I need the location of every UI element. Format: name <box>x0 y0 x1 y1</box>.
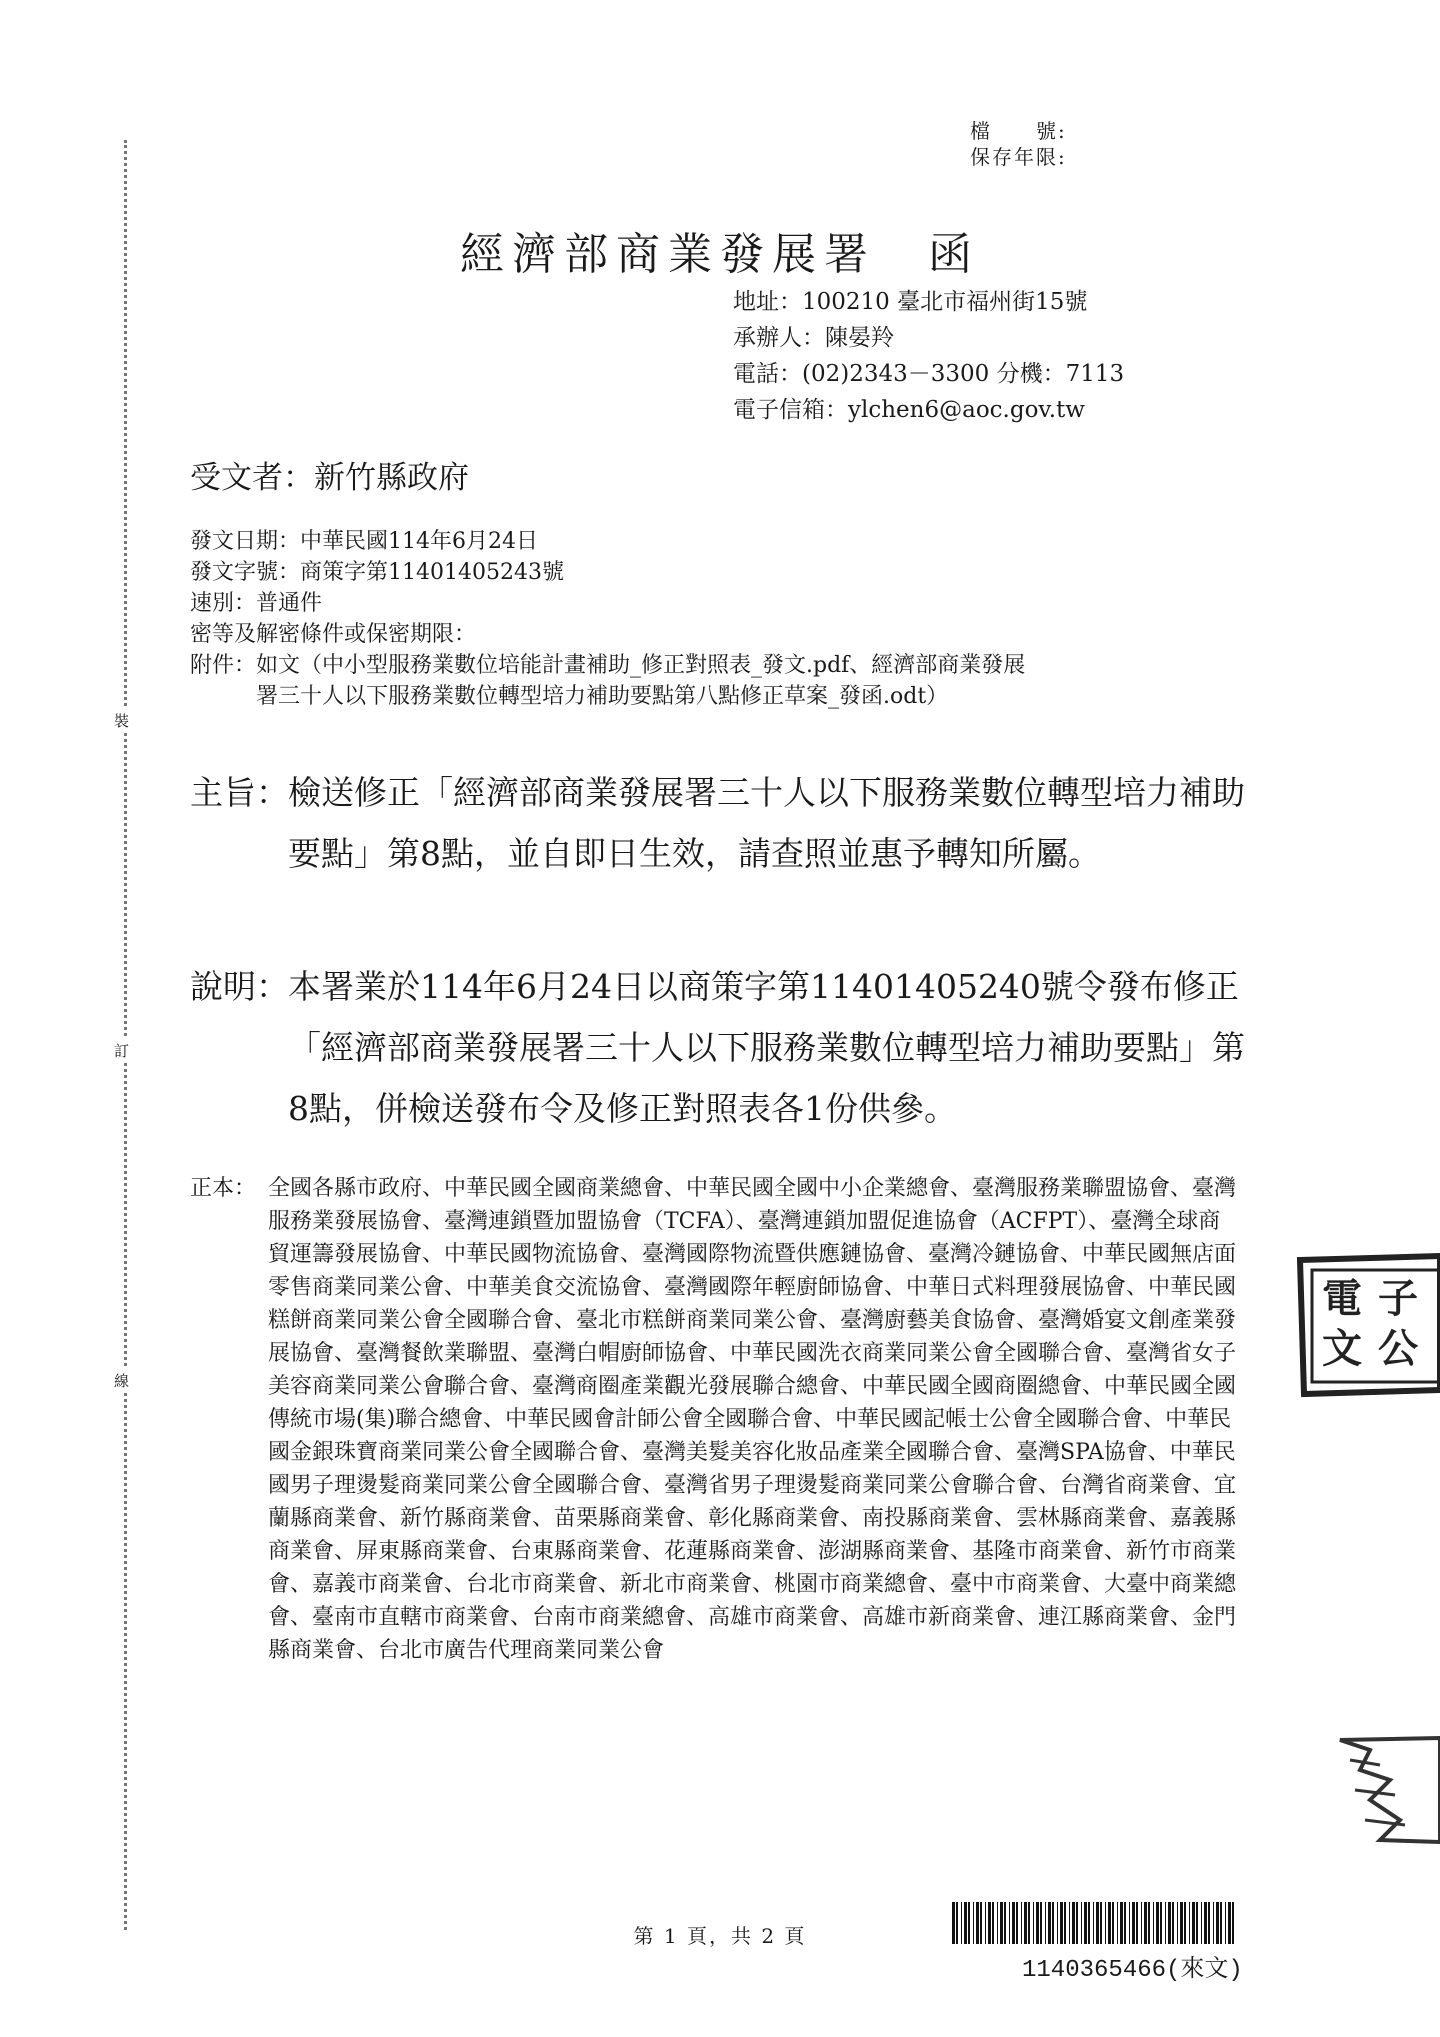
security-level: 密等及解密條件或保密期限： <box>190 622 477 647</box>
copies-text: 全國各縣市政府、中華民國全國商業總會、中華民國全國中小企業總會、臺灣服務業聯盟協會、臺灣服務業發展協會、臺灣連鎖暨加盟協會（TCFA）、臺灣連鎖加盟促進協會（ACFPT）、臺灣全球商貿運籌發展協會、中華民國物流協會、臺灣國際物流暨供應鏈協會、臺灣冷鏈協會、中華民國無店面零售商業同業公會、中華美食交流協會、臺灣國際年輕廚師協會、中華日式料理發展協會、中華民國糕餅商業同業公會全國聯合會、臺北市糕餅商業同業公會、臺灣廚藝美食協會、臺灣婚宴文創產業發展協會、臺灣餐飲業聯盟、臺灣白帽廚師協會、中華民國洗衣商業同業公會全國聯合會、臺灣省女子美容商業同業公會聯合會、臺灣商圈產業觀光發展聯合總會、中華民國全國商圈總會、中華民國全國傳統市場(集)聯合總會、中華民國會計師公會全國聯合會、中華民國記帳士公會全國聯合會、中華民國金銀珠寶商業同業公會全國聯合會、臺灣美髮美容化妝品產業全國聯合會、臺灣SPA協會、中華民國男子理燙髮商業同業公會全國聯合會、臺灣省男子理燙髮商業同業公會聯合會、台灣省商業會、宜蘭縣商業會、新竹縣商業會、苗栗縣商業會、彰化縣商業會、南投縣商業會、雲林縣商業會、嘉義縣商業會、屏東縣商業會、台東縣商業會、花蓮縣商業會、澎湖縣商業會、基隆市商業會、新竹市商業會、嘉義市商業會、台北市商業會、新北市商業會、桃園市商業總會、臺中市商業會、大臺中商業總會、臺南市直轄市商業會、台南市商業總會、高雄市商業會、高雄市新商業會、連江縣商業會、金門縣商業會、台北市廣告代理商業同業公會 <box>268 1176 1237 1663</box>
attachment-line-2: 署三十人以下服務業數位轉型培力補助要點第八點修正草案_發函.odt） <box>256 684 949 709</box>
explanation-section <box>190 956 1250 1139</box>
handler-line: 承辦人：陳晏羚 <box>733 325 894 351</box>
file-number-label: 檔 號: <box>970 119 1067 143</box>
document-meta <box>190 526 1270 712</box>
svg-text:公: 公 <box>1378 1325 1418 1372</box>
explanation-label: 說明： <box>190 967 289 1006</box>
document-title: 經濟部商業發展署 函 <box>460 229 980 280</box>
attachment-line-1: 附件：如文（中小型服務業數位培能計畫補助_修正對照表_發文.pdf、經濟部商業發展 <box>190 653 1026 678</box>
email-line: 電子信箱：ylchen6@aoc.gov.tw <box>733 397 1085 423</box>
electronic-document-stamp <box>1290 1250 1440 1400</box>
binding-dotted-line <box>124 140 127 1930</box>
subject-text: 檢送修正「經濟部商業發展署三十人以下服務業數位轉型培力補助要點」第8點，並自即日生效，請查照並惠予轉知所屬。 <box>288 773 1245 873</box>
binding-mark-zhuang: 裝 <box>114 708 129 733</box>
speed-class: 速別：普通件 <box>190 591 323 616</box>
file-info <box>970 118 1067 170</box>
svg-text:子: 子 <box>1378 1275 1418 1322</box>
copies-label: 正本： <box>190 1176 257 1201</box>
recipient: 受文者：新竹縣政府 <box>190 460 469 496</box>
barcode-number: 1140365466(來文) <box>1022 1957 1243 1984</box>
explanation-text: 本署業於114年6月24日以商策字第11401405240號令發布修正「經濟部商業發展署三十人以下服務業數位轉型培力補助要點」第8點，併檢送發布令及修正對照表各1份供參。 <box>288 967 1245 1128</box>
subject-label: 主旨： <box>190 773 289 812</box>
document-number: 發文字號：商策字第11401405243號 <box>190 560 564 585</box>
page-indicator: 第 1 頁，共 2 頁 <box>633 1924 807 1948</box>
seal-fragment-icon <box>1310 1730 1440 1850</box>
address-line: 地址：100210 臺北市福州街15號 <box>733 289 1088 315</box>
retention-label: 保存年限: <box>970 145 1067 169</box>
binding-mark-ding: 訂 <box>114 1038 129 1063</box>
svg-text:電: 電 <box>1322 1275 1362 1322</box>
barcode-icon <box>952 1902 1237 1944</box>
svg-text:文: 文 <box>1322 1325 1362 1372</box>
phone-line: 電話：(02)2343－3300 分機：7113 <box>733 361 1125 387</box>
contact-block <box>733 284 1124 428</box>
issue-date: 發文日期：中華民國114年6月24日 <box>190 529 538 554</box>
subject-section <box>190 762 1250 884</box>
binding-mark-xian: 線 <box>114 1368 129 1393</box>
copies-section <box>190 1172 1240 1667</box>
